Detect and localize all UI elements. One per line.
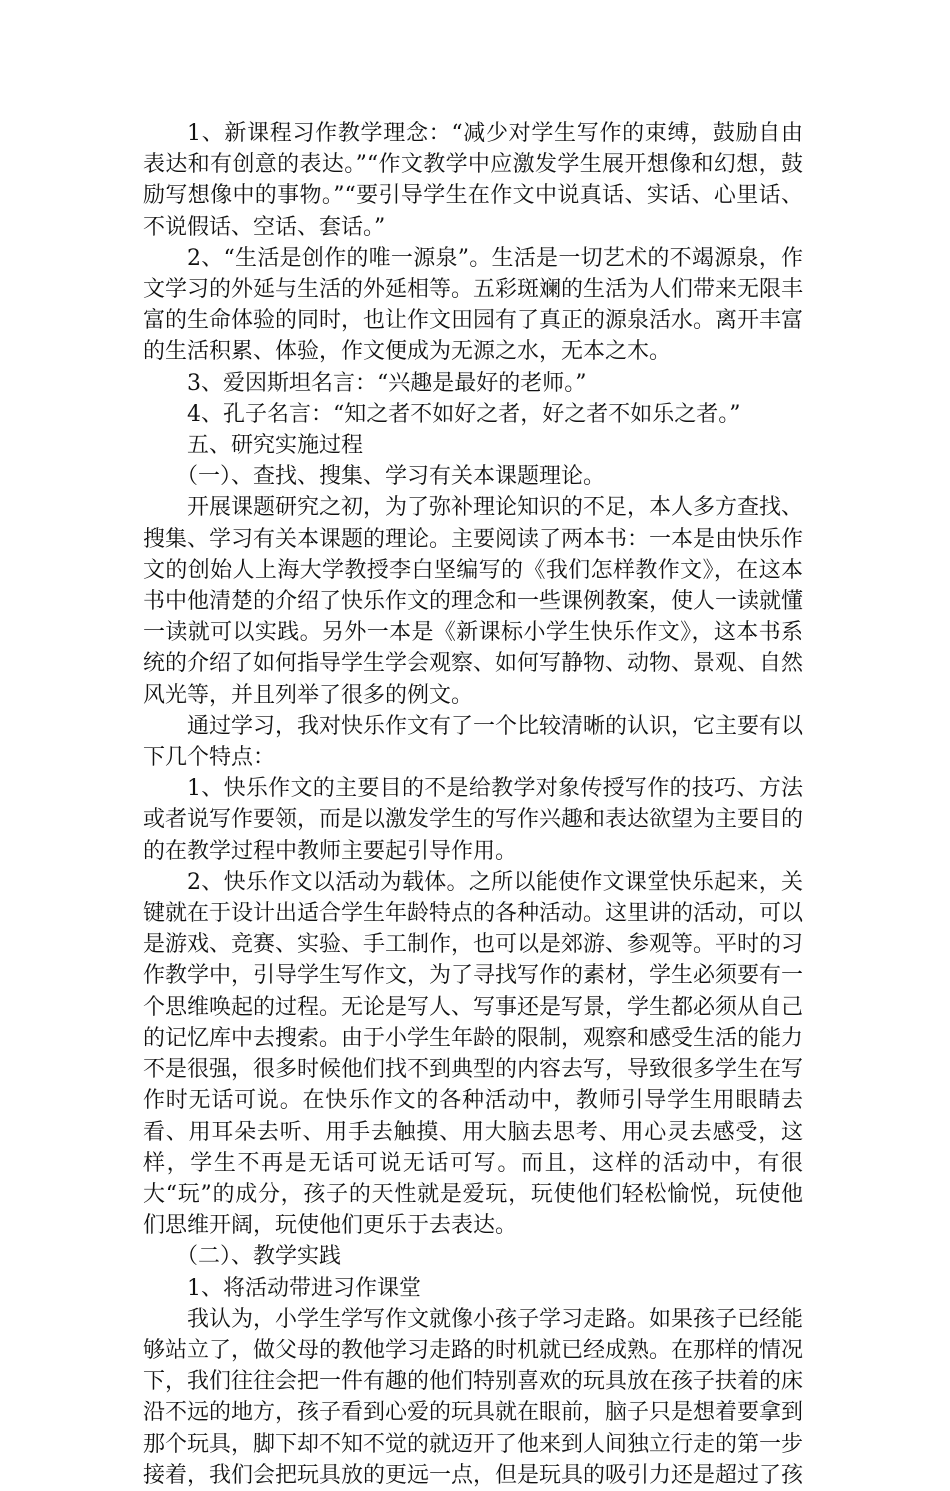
paragraph-philosophy-2: 2、“生活是创作的唯一源泉”。生活是一切艺术的不竭源泉，作文学习的外延与生活的外延相等。五彩斑斓的生活为人们带来无限丰富的生命体验的同时，也让作文田园有了真正的源泉活水。离开丰富的生活积累、体验，作文便成为无源之水，无本之木。	[143, 245, 804, 365]
section-heading-5: 五、研究实施过程	[187, 433, 364, 459]
paragraph-feature-2: 2、快乐作文以活动为载体。之所以能使作文课堂快乐起来，关键就在于设计出适合学生年龄特点的各种活动。这里讲的活动，可以是游戏、竞赛、实验、手工制作，也可以是郊游、参观等。平时的习作教学中，引导学生写作文，为了寻找写作的素材，学生必须要有一个思维唤起的过程。无论是写人、写事还是写景，学生都必须从自己的记忆库中去搜索。由于小学生年龄的限制，观察和感受生活的能力不是很强，很多时候他们找不到典型的内容去写，导致很多学生在写作时无话可说。在快乐作文的各种活动中，教师引导学生用眼睛去看、用耳朵去听、用手去触摸、用大脑去思考、用心灵去感受，这样，学生不再是无话可说无话可写。而且，这样的活动中，有很大“玩”的成分，孩子的天性就是爱玩，玩使他们轻松愉悦，玩使他们思维开阔，玩使他们更乐于去表达。	[143, 869, 804, 1239]
paragraph-feature-1: 1、快乐作文的主要目的不是给教学对象传授写作的技巧、方法或者说写作要领，而是以激发学生的写作兴趣和表达欲望为主要目的的在教学过程中教师主要起引导作用。	[143, 776, 804, 864]
paragraph-research-reading: 开展课题研究之初，为了弥补理论知识的不足，本人多方查找、搜集、学习有关本课题的理论。主要阅读了两本书：一本是由快乐作文的创始人上海大学教授李白坚编写的《我们怎样教作文》，在这本书中他清楚的介绍了快乐作文的理念和一些课例教案，使人一读就懂一读就可以实践。另外一本是《新课标小学生快乐作文》，这本书系统的介绍了如何指导学生学会观察、如何写静物、动物、景观、自然风光等，并且列举了很多的例文。	[143, 495, 804, 708]
paragraph-philosophy-1: 1、新课程习作教学理念：“减少对学生写作的束缚，鼓励自由表达和有创意的表达。”“作文教学中应激发学生展开想像和幻想，鼓励写想像中的事物。”“要引导学生在作文中说真话、实话、心里话、不说假话、空话、套话。”	[143, 121, 803, 240]
paragraph-einstein-quote: 3、爱因斯坦名言：“兴趣是最好的老师。”	[187, 370, 587, 396]
document-body	[143, 118, 803, 1491]
paragraph-practice-heading-1: 1、将活动带进习作课堂	[187, 1275, 421, 1301]
paragraph-understanding: 通过学习，我对快乐作文有了一个比较清晰的认识，它主要有以下几个特点：	[143, 713, 804, 771]
subsection-heading-1: （一）、查找、搜集、学习有关本课题理论。	[176, 464, 606, 490]
paragraph-walking-analogy: 我认为，小学生学写作文就像小孩子学习走路。如果孩子已经能够站立了，做父母的教他学习走路的时机就已经成熟。在那样的情况下，我们往往会把一件有趣的他们特别喜欢的玩具放在孩子扶着的床沿不远的地方，孩子看到心爱的玩具就在眼前，脑子只是想着要拿到那个玩具，脚下却不知不觉的就迈开了他来到人间独立行走的第一步接着，我们会把玩具放的更远一点，但是玩具的吸引力还是超过了孩	[143, 1306, 804, 1488]
paragraph-confucius-quote: 4、孔子名言：“知之者不如好之者，好之者不如乐之者。”	[187, 401, 741, 427]
subsection-heading-2: （二）、教学实践	[176, 1244, 342, 1270]
